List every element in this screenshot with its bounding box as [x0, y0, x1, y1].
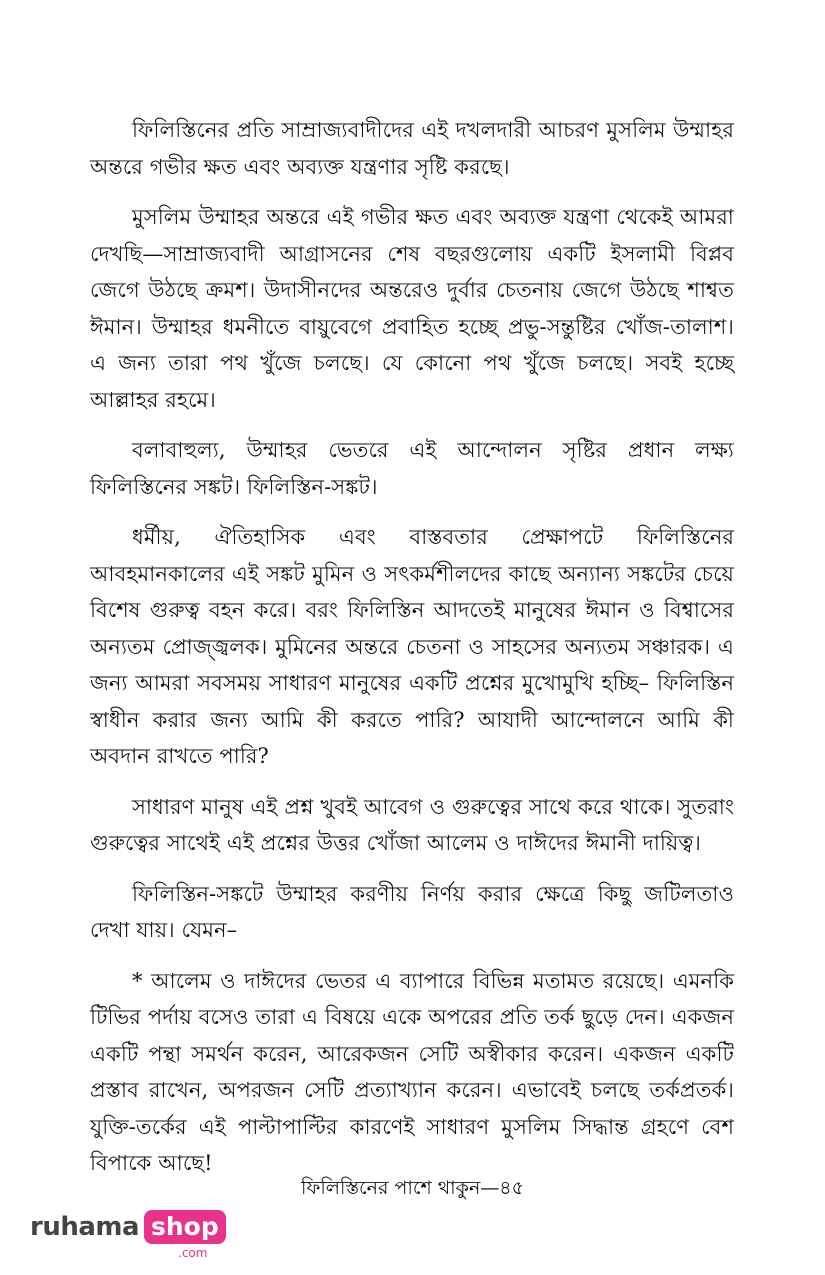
watermark-brand-text: ruhama [30, 1212, 140, 1242]
paragraph-7: * আলেম ও দাঈদের ভেতর এ ব্যাপারে বিভিন্ন মতামত রয়েছে। এমনকি টিভির পর্দায় বসেও তারা এ বিষয়ে একে অপরের প্রতি তর্ক ছুড়ে দেন। একজন একটি পন্থা সমর্থন করেন, আরেকজন সেটি অস্বীকার করেন। একজন একটি প্রস্তাব রাখেন, অপরজন সেটি প্রত্যাখ্যান করেন। এভাবেই চলছে তর্কপ্রতর্ক। যুক্তি-তর্কের এই পাল্টাপাল্টির কারণেই সাধারণ মুসলিম সিদ্ধান্ত গ্রহণে বেশ বিপাকে আছে! [90, 968, 734, 1175]
paragraph-1: ফিলিস্তিনের প্রতি সাম্রাজ্যবাদীদের এই দখলদারী আচরণ মুসলিম উম্মাহর অন্তরে গভীর ক্ষত এবং অব্যক্ত যন্ত্রণার সৃষ্টি করছে। [90, 118, 734, 179]
paragraph-2: মুসলিম উম্মাহর অন্তরে এই গভীর ক্ষত এবং অব্যক্ত যন্ত্রণা থেকেই আমরা দেখছি—সাম্রাজ্যবাদী আগ্রাসনের শেষ বছরগুলোয় একটি ইসলামী বিপ্লব জেগে উঠছে ক্রমশ। উদাসীনদের অন্তরেও দুর্বার চেতনায় জেগে উঠছে শাশ্বত ঈমান। উম্মাহর ধমনীতে বায়ুবেগে প্রবাহিত হচ্ছে প্রভু-সন্তুষ্টির খোঁজ-তালাশ। এ জন্য তারা পথ খুঁজে চলছে। যে কোনো পথ খুঁজে চলছে। সবই হচ্ছে আল্লাহর রহমে। [90, 205, 734, 412]
watermark-logo [30, 1208, 230, 1264]
watermark-shop-badge: shop [144, 1210, 226, 1244]
paragraph-6: ফিলিস্তিন-সঙ্কটে উম্মাহর করণীয় নির্ণয় করার ক্ষেত্রে কিছু জটিলতাও দেখা যায়। যেমন– [90, 881, 734, 942]
paragraph-4: ধর্মীয়, ঐতিহাসিক এবং বাস্তবতার প্রেক্ষাপটে ফিলিস্তিনের আবহমানকালের এই সঙ্কট মুমিন ও সৎকর্মশীলদের কাছে অন্যান্য সঙ্কটের চেয়ে বিশেষ গুরুত্ব বহন করে। বরং ফিলিস্তিন আদতেই মানুষের ঈমান ও বিশ্বাসের অন্যতম প্রোজ্জ্বলক। মুমিনের অন্তরে চেতনা ও সাহসের অন্যতম সঞ্চারক। এ জন্য আমরা সবসময় সাধারণ মানুষের একটি প্রশ্নের মুখোমুখি হচ্ছি– ফিলিস্তিন স্বাধীন করার জন্য আমি কী করতে পারি? আযাদী আন্দোলনে আমি কী অবদান রাখতে পারি? [90, 525, 734, 768]
page-footer-running-title: ফিলিস্তিনের পাশে থাকুন—৪৫ [301, 1177, 524, 1199]
watermark-domain: .com [178, 1246, 208, 1260]
paragraph-3: বলাবাহুল্য, উম্মাহর ভেতরে এই আন্দোলন সৃষ্টির প্রধান লক্ষ্য ফিলিস্তিনের সঙ্কট। ফিলিস্তিন-সঙ্কট। [90, 438, 734, 499]
paragraph-5: সাধারণ মানুষ এই প্রশ্ন খুবই আবেগ ও গুরুত্বের সাথে করে থাকে। সুতরাং গুরুত্বের সাথেই এই প্রশ্নের উত্তর খোঁজা আলেম ও দাঈদের ঈমানী দায়িত্ব। [90, 794, 734, 855]
page-body [90, 112, 734, 1196]
